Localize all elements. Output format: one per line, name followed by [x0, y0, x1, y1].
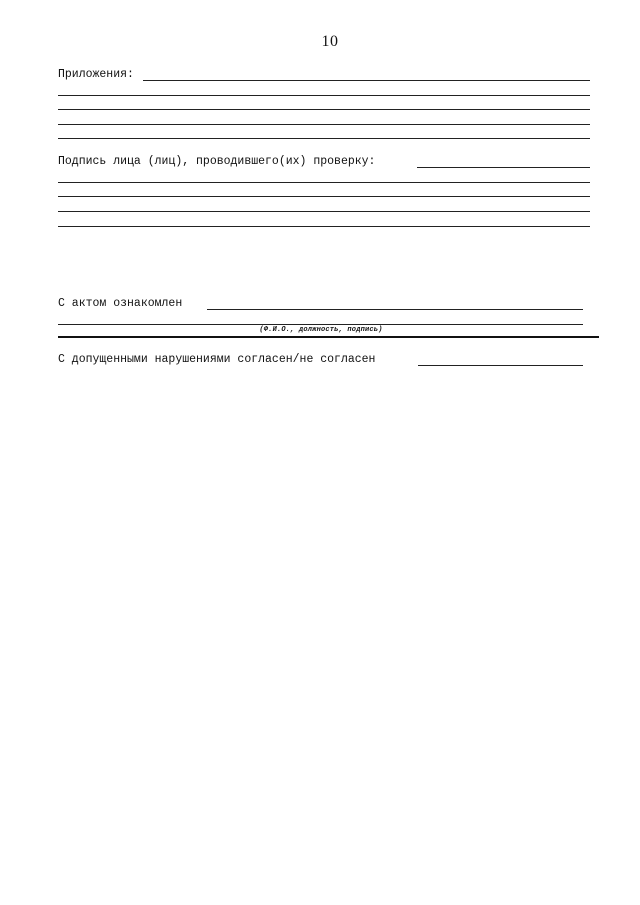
attachments-label: Приложения:	[58, 68, 134, 81]
page-number: 10	[321, 33, 339, 50]
acquainted-first-line[interactable]	[207, 309, 583, 310]
attachments-line[interactable]	[58, 95, 590, 96]
signature-line[interactable]	[58, 226, 590, 227]
attachments-line[interactable]	[58, 124, 590, 125]
attachments-line[interactable]	[58, 138, 590, 139]
attachments-line[interactable]	[58, 109, 590, 110]
section-divider	[58, 336, 599, 338]
signature-first-line[interactable]	[417, 167, 590, 168]
signature-line[interactable]	[58, 211, 590, 212]
agreement-label: С допущенными нарушениями согласен/не согласен	[58, 353, 376, 366]
signature-label: Подпись лица (лиц), проводившего(их) проверку:	[58, 155, 376, 168]
acquainted-caption: (Ф.И.О., должность, подпись)	[259, 326, 383, 334]
acquainted-second-line[interactable]	[58, 324, 583, 325]
agreement-line[interactable]	[418, 365, 583, 366]
signature-line[interactable]	[58, 182, 590, 183]
signature-line[interactable]	[58, 196, 590, 197]
acquainted-label: С актом ознакомлен	[58, 297, 183, 310]
attachments-first-line[interactable]	[143, 80, 590, 81]
